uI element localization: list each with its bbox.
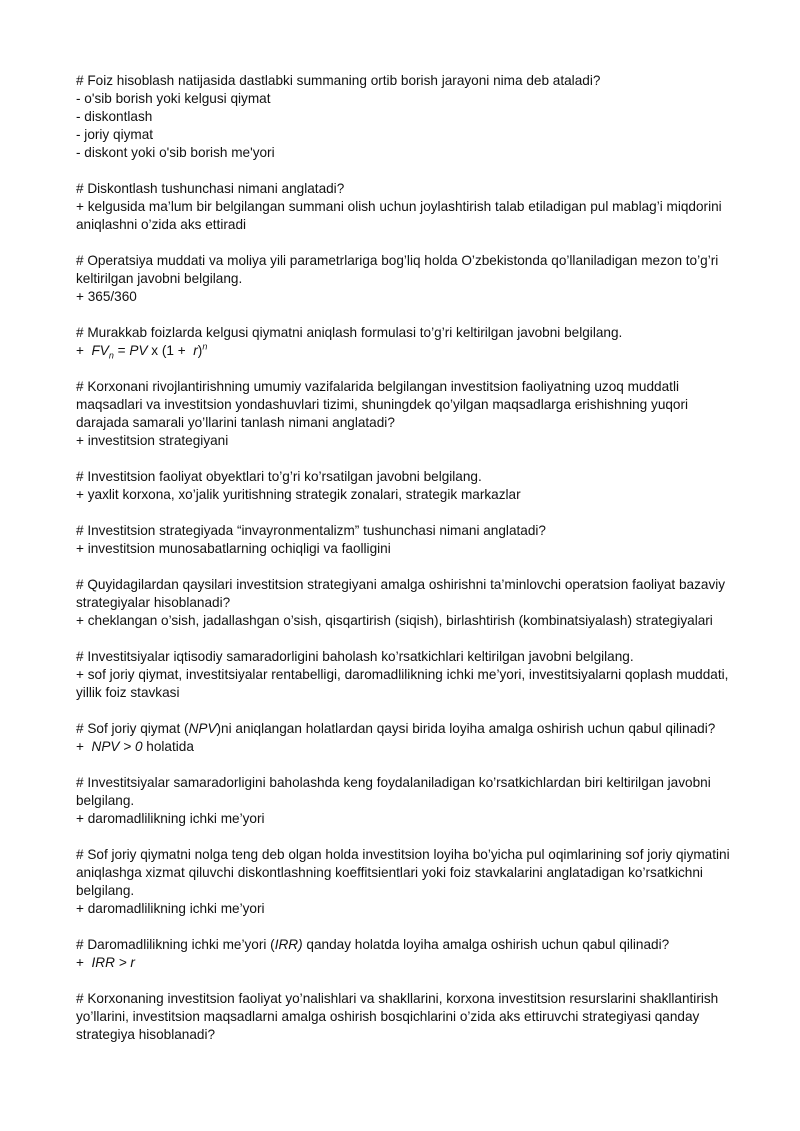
answer-option: - diskont yoki o'sib borish me'yori xyxy=(76,145,275,160)
irr-condition: IRR > r xyxy=(91,955,135,970)
answer-option: - o'sib borish yoki kelgusi qiymat xyxy=(76,91,271,106)
answer-text: + daromadlilikning ichki me’yori xyxy=(76,901,265,916)
formula-mid: x (1 + xyxy=(147,343,194,358)
question-block-4 xyxy=(76,324,740,360)
question-pre: # Daromadlilikning ichki me’yori ( xyxy=(76,937,275,952)
question-text: # Murakkab foizlarda kelgusi qiymatni aniqlash formulasi to’g’ri keltirilgan javobni belgilang. xyxy=(76,325,623,340)
answer-text: + investitsion strategiyani xyxy=(76,433,229,448)
question-text: # Investitsiyalar iqtisodiy samaradorligini baholash ko’rsatkichlari keltirilgan javobni belgilang. xyxy=(76,649,634,664)
question-text: # Investitsion faoliyat obyektlari to’g’ri ko’rsatilgan javobni belgilang. xyxy=(76,469,482,484)
question-block-13 xyxy=(76,936,740,972)
question-block-11 xyxy=(76,774,740,828)
question-block-10 xyxy=(76,720,740,756)
formula-subscript-n: n xyxy=(108,350,114,361)
question-text: # Korxonani rivojlantirishning umumiy vazifalarida belgilangan investitsion faoliyatning uzoq muddatli maqsadlari va investitsion yondashuvlari tizimi, shuningdek qo’yilgan maqsadlarga erishishning yuqori darajada samarali yo’llarini tanlash nimani anglatadi? xyxy=(76,379,689,430)
question-text xyxy=(76,720,740,738)
question-text: # Investitsion strategiyada “invayronmentalizm” tushunchasi nimani anglatadi? xyxy=(76,523,546,538)
question-block-5 xyxy=(76,378,740,450)
question-text: # Korxonaning investitsion faoliyat yo’nalishlari va shakllarini, korxona investitsion resurslarini shakllantirish yo’llarini, investitsion maqsadlarni amalga oshirish bosqichlarini o’zida aks ettiruvchi strategiyasi qanday strategiya hisoblanadi? xyxy=(76,991,719,1042)
formula-r: r xyxy=(193,343,198,358)
answer-option: - diskontlash xyxy=(76,109,153,124)
answer-post: holatida xyxy=(142,739,194,754)
answer-prefix: + xyxy=(76,343,92,358)
formula-pv: PV xyxy=(129,343,148,358)
answer-text: + daromadlilikning ichki me’yori xyxy=(76,811,265,826)
answer-text: + investitsion munosabatlarning ochiqligi va faolligini xyxy=(76,541,391,556)
formula-equals: = xyxy=(113,343,130,358)
formula-fv: FV xyxy=(91,343,109,358)
question-post: )ni aniqlangan holatlardan qaysi birida loyiha amalga oshirish uchun qabul qilinadi? xyxy=(216,721,716,736)
question-block-8 xyxy=(76,576,740,630)
formula-answer xyxy=(76,342,740,360)
answer-text: + kelgusida ma’lum bir belgilangan summani olish uchun joylashtirish talab etiladigan pul mablag’i miqdorini aniqlashni o’zida aks ettiradi xyxy=(76,199,722,232)
npv-condition: NPV > 0 xyxy=(91,739,143,754)
answer-text: + sof joriy qiymat, investitsiyalar rentabelligi, daromadlilikning ichki me’yori, investitsiyalarni qoplash muddati, yillik foiz stavkasi xyxy=(76,667,729,700)
question-post: qanday holatda loyiha amalga oshirish uchun qabul qilinadi? xyxy=(302,937,670,952)
question-block-14 xyxy=(76,990,740,1044)
answer-text: + cheklangan o’sish, jadallashgan o’sish, qisqartirish (siqish), birlashtirish (kombinatsiyalash) strategiyalari xyxy=(76,613,713,628)
question-block-9 xyxy=(76,648,740,702)
question-block-2 xyxy=(76,180,740,234)
question-text xyxy=(76,936,740,954)
answer-option: - joriy qiymat xyxy=(76,127,154,142)
answer-text: + yaxlit korxona, xo’jalik yuritishning strategik zonalari, strategik markazlar xyxy=(76,487,521,502)
question-text: # Diskontlash tushunchasi nimani anglatadi? xyxy=(76,181,345,196)
question-block-6 xyxy=(76,468,740,504)
question-text: # Operatsiya muddati va moliya yili parametrlariga bog’liq holda O’zbekistonda qo’llaniladigan mezon to’g’ri keltirilgan javobni belgilang. xyxy=(76,253,719,286)
question-text: # Sof joriy qiymatni nolga teng deb olgan holda investitsion loyiha bo’yicha pul oqimlarining sof joriy qiymatini aniqlashga xizmat qiluvchi diskontlashning koeffitsientlari yoki foiz stavkalarini anglatadigan ko’rsatkichni belgilang. xyxy=(76,847,730,898)
question-block-12 xyxy=(76,846,740,918)
answer-prefix: + xyxy=(76,739,92,754)
question-pre: # Sof joriy qiymat ( xyxy=(76,721,189,736)
answer-text: + 365/360 xyxy=(76,289,137,304)
question-block-1 xyxy=(76,72,740,162)
question-block-7 xyxy=(76,522,740,558)
question-text: # Quyidagilardan qaysilari investitsion strategiyani amalga oshirishni ta’minlovchi operatsion faoliyat bazaviy strategiyalar hisoblanadi? xyxy=(76,577,726,610)
npv-term: NPV xyxy=(188,721,217,736)
answer-text xyxy=(76,954,740,972)
irr-term: IRR) xyxy=(274,937,303,952)
formula-superscript-n: n xyxy=(202,341,208,352)
formula-close: ) xyxy=(197,343,203,358)
question-block-3 xyxy=(76,252,740,306)
question-text: # Investitsiyalar samaradorligini baholashda keng foydalaniladigan ko’rsatkichlardan biri keltirilgan javobni belgilang. xyxy=(76,775,711,808)
question-text: # Foiz hisoblash natijasida dastlabki summaning ortib borish jarayoni nima deb ataladi? xyxy=(76,73,601,88)
answer-text xyxy=(76,738,740,756)
answer-prefix: + xyxy=(76,955,92,970)
